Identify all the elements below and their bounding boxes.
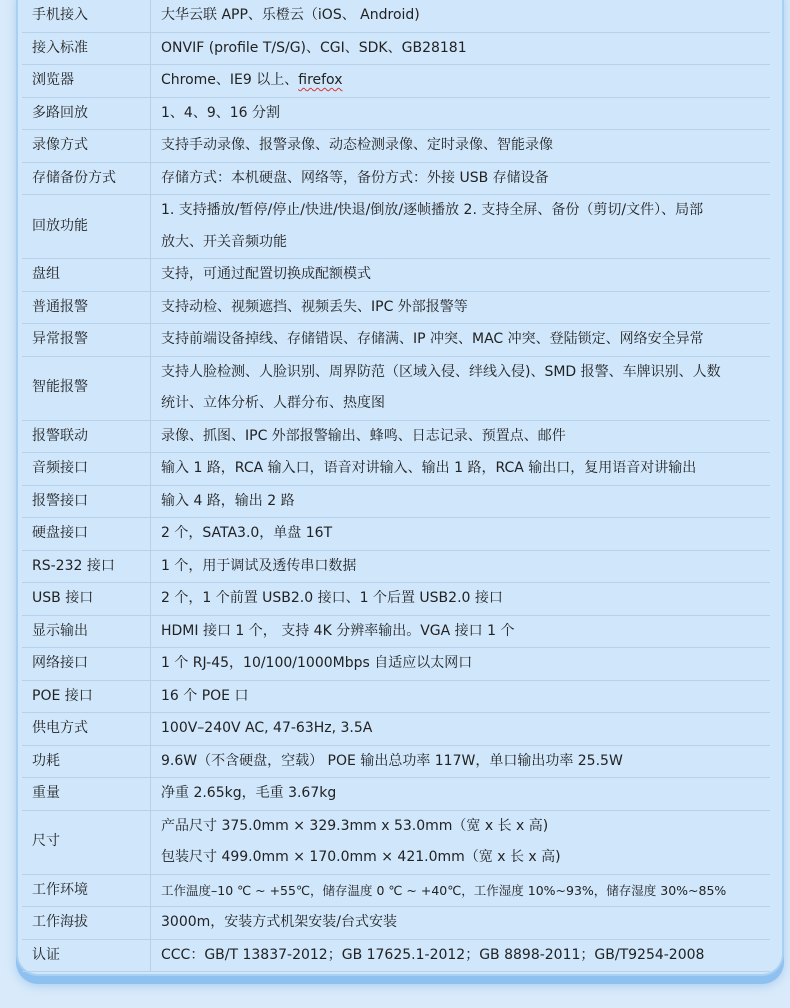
spec-value-line: CCC：GB/T 13837-2012；GB 17625.1-2012；GB 8898-2011；GB/T9254-2008: [161, 946, 705, 963]
spec-value: [151, 485, 771, 518]
spec-key: 手机接入: [22, 0, 151, 32]
spec-key: 盘组: [22, 259, 151, 292]
spec-value-line: 1. 支持播放/暂停/停止/快进/快退/倒放/逐帧播放 2. 支持全屏、备份（剪切/文件）、局部: [161, 202, 704, 218]
spec-value-line: 3000m，安装方式机架安装/台式安装: [161, 914, 397, 930]
spec-value-line: Chrome、IE9 以上、firefox: [161, 72, 343, 88]
spec-row: [22, 680, 770, 713]
spec-row: [22, 485, 770, 518]
spec-row: [22, 713, 770, 746]
spec-value: [151, 259, 771, 292]
spec-key: 接入标准: [22, 32, 151, 65]
spec-value: [151, 615, 771, 648]
spec-row: [22, 778, 770, 811]
spec-value: [151, 291, 771, 324]
spec-key: RS-232 接口: [22, 550, 151, 583]
spec-value-line: 放大、开关音频功能: [161, 233, 287, 250]
spec-value-line: 大华云联 APP、乐橙云（iOS、 Android): [161, 7, 420, 23]
spec-row: [22, 939, 770, 972]
spec-key: 供电方式: [22, 713, 151, 746]
spec-value: [151, 453, 771, 486]
spec-row: [22, 65, 770, 98]
spec-value: [151, 874, 771, 907]
spec-row: [22, 162, 770, 195]
spec-key: 报警接口: [22, 485, 151, 518]
spec-value-line: 支持人脸检测、人脸识别、周界防范（区域入侵、绊线入侵)、SMD 报警、车牌识别、人数: [161, 363, 721, 380]
spec-row: [22, 195, 770, 259]
spec-key: 工作环境: [22, 874, 151, 907]
spec-value: [151, 907, 771, 940]
spec-value-line: 输入 1 路，RCA 输入口，语音对讲输入、输出 1 路，RCA 输出口，复用语音对讲输出: [161, 460, 697, 476]
spec-row: [22, 907, 770, 940]
spec-key: POE 接口: [22, 680, 151, 713]
spec-value-line: 支持动检、视频遮挡、视频丢失、IPC 外部报警等: [161, 298, 468, 315]
spec-row: [22, 583, 770, 616]
spec-value: [151, 939, 771, 972]
spec-key: 认证: [22, 939, 151, 972]
spec-row: [22, 324, 770, 357]
spec-value-line: 产品尺寸 375.0mm × 329.3mm x 53.0mm（宽 x 长 x 高): [161, 817, 549, 834]
spec-key: 存储备份方式: [22, 162, 151, 195]
spec-value-line: 1、4、9、16 分割: [161, 104, 280, 121]
spec-value: [151, 97, 771, 130]
spec-row: [22, 810, 770, 874]
spec-value-line: 支持手动录像、报警录像、动态检测录像、定时录像、智能录像: [161, 137, 553, 153]
spec-value-extra: firefox: [298, 72, 343, 88]
spec-value-line: 工作温度–10 ℃ ~ +55℃，储存温度 0 ℃ ~ +40℃，工作湿度 10%~93%，储存湿度 30%~85%: [161, 882, 727, 898]
spec-row: [22, 130, 770, 163]
spec-value-line: 2 个，SATA3.0，单盘 16T: [161, 525, 333, 541]
spec-value: [151, 420, 771, 453]
spec-key: 浏览器: [22, 65, 151, 98]
spec-key: 智能报警: [22, 356, 151, 420]
spec-row: [22, 648, 770, 681]
spec-value: [151, 680, 771, 713]
spec-value-line: 2 个，1 个前置 USB2.0 接口、1 个后置 USB2.0 接口: [161, 590, 503, 606]
spec-row: [22, 518, 770, 551]
spec-key: 回放功能: [22, 195, 151, 259]
spec-value-line: 1 个，用于调试及透传串口数据: [161, 557, 357, 574]
spec-value-line: 存储方式：本机硬盘、网络等，备份方式：外接 USB 存储设备: [161, 169, 549, 186]
spec-row: [22, 356, 770, 420]
spec-row: [22, 291, 770, 324]
spec-key: 异常报警: [22, 324, 151, 357]
spec-value: [151, 713, 771, 746]
spec-value: [151, 550, 771, 583]
spec-value-line: 录像、抓图、IPC 外部报警输出、蜂鸣、日志记录、预置点、邮件: [161, 427, 566, 444]
spec-value-line: 输入 4 路，输出 2 路: [161, 492, 295, 509]
spec-key: USB 接口: [22, 583, 151, 616]
spec-value: [151, 518, 771, 551]
spec-row: [22, 32, 770, 65]
spec-value: [151, 356, 771, 420]
spec-value: [151, 130, 771, 163]
spec-key: 功耗: [22, 745, 151, 778]
spec-row: [22, 420, 770, 453]
spec-key: 普通报警: [22, 291, 151, 324]
spec-value: [151, 195, 771, 259]
spec-table: [22, 0, 770, 972]
spec-value-line: 包装尺寸 499.0mm × 170.0mm × 421.0mm（宽 x 长 x 高): [161, 849, 561, 865]
spec-value-line: HDMI 接口 1 个， 支持 4K 分辨率输出。VGA 接口 1 个: [161, 622, 515, 639]
spec-key: 多路回放: [22, 97, 151, 130]
spec-row: [22, 0, 770, 32]
spec-value-line: 16 个 POE 口: [161, 687, 249, 704]
spec-value-line: 1 个 RJ-45，10/100/1000Mbps 自适应以太网口: [161, 655, 473, 671]
spec-value: [151, 745, 771, 778]
spec-value: [151, 32, 771, 65]
spec-value-line: 9.6W（不含硬盘，空载） POE 输出总功率 117W，单口输出功率 25.5W: [161, 752, 623, 769]
spec-value: [151, 648, 771, 681]
spec-value: [151, 0, 771, 32]
spec-value: [151, 324, 771, 357]
spec-value-line: 支持前端设备掉线、存储错误、存储满、IP 冲突、MAC 冲突、登陆锁定、网络安全异常: [161, 331, 704, 347]
spec-key: 网络接口: [22, 648, 151, 681]
spec-row: [22, 550, 770, 583]
spec-value-line: 支持，可通过配置切换成配额模式: [161, 266, 371, 282]
spec-value: [151, 65, 771, 98]
spec-value: [151, 810, 771, 874]
spec-value-line: 净重 2.65kg，毛重 3.67kg: [161, 785, 337, 801]
spec-row: [22, 745, 770, 778]
spec-row: [22, 453, 770, 486]
spec-row: [22, 259, 770, 292]
spec-value-line: 100V–240V AC, 47-63Hz, 3.5A: [161, 720, 373, 736]
spec-value: [151, 162, 771, 195]
spec-value-line: 统计、立体分析、人群分布、热度图: [161, 395, 385, 411]
spec-key: 硬盘接口: [22, 518, 151, 551]
spec-row: [22, 97, 770, 130]
spec-key: 重量: [22, 778, 151, 811]
spec-key: 音频接口: [22, 453, 151, 486]
spec-key: 显示输出: [22, 615, 151, 648]
spec-row: [22, 615, 770, 648]
spec-key: 尺寸: [22, 810, 151, 874]
spec-row: [22, 874, 770, 907]
spec-value-line: ONVIF (profile T/S/G)、CGI、SDK、GB28181: [161, 39, 467, 56]
spec-value: [151, 583, 771, 616]
spec-key: 工作海拔: [22, 907, 151, 940]
spec-key: 报警联动: [22, 420, 151, 453]
spec-key: 录像方式: [22, 130, 151, 163]
spec-value: [151, 778, 771, 811]
